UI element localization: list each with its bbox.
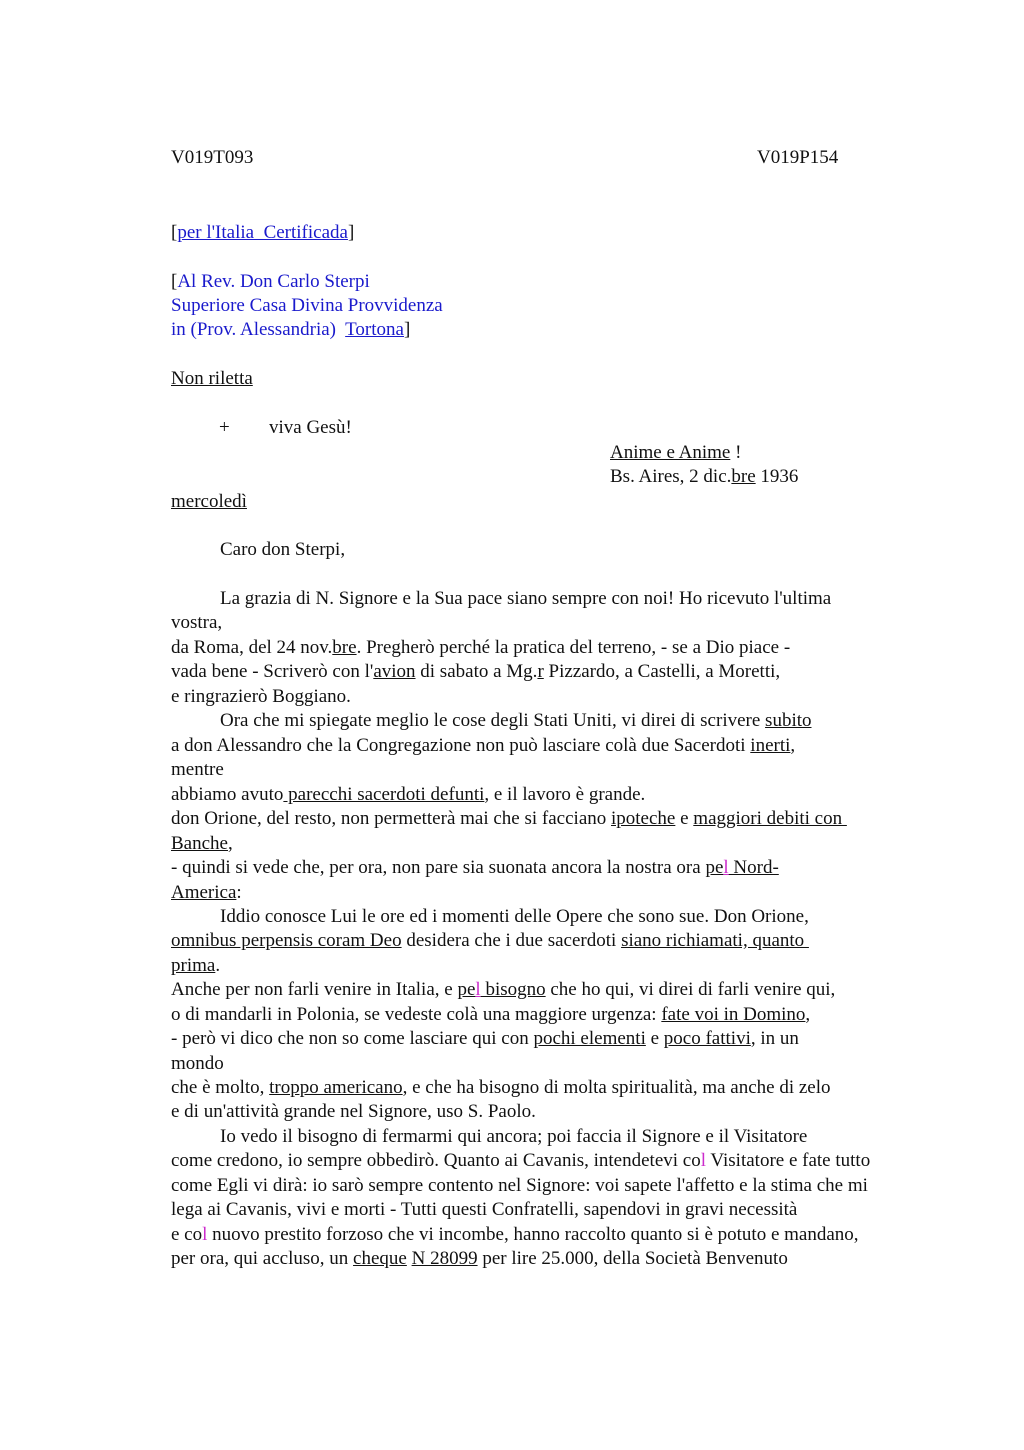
text-span: , e il lavoro è grande. xyxy=(484,784,646,805)
text-span: prima xyxy=(171,955,216,976)
text-span: e xyxy=(645,1028,664,1049)
body-line: mondo xyxy=(171,1053,224,1074)
body-line xyxy=(171,881,242,905)
text-span: . xyxy=(215,955,221,976)
text-span: cheque xyxy=(353,1248,407,1269)
body-line: Io vedo il bisogno di fermarmi qui ancora; poi faccia il Signore e il Visitatore xyxy=(220,1126,808,1147)
text-span: che ho qui, vi direi di farli venire qui, xyxy=(545,979,836,1000)
text-span: pochi elementi xyxy=(533,1028,646,1049)
document-code-left: V019T093 xyxy=(171,147,254,168)
text-span: , xyxy=(790,735,796,756)
text-span: bre xyxy=(332,637,357,658)
body-line xyxy=(171,954,220,978)
body-line: La grazia di N. Signore e la Sua pace siano sempre con noi! Ho ricevuto l'ultima xyxy=(220,588,832,609)
body-line xyxy=(171,807,847,831)
body-line xyxy=(171,856,779,880)
body-line: Iddio conosce Lui le ore ed i momenti delle Opere che sono sue. Don Orione, xyxy=(220,906,809,927)
text-span: America xyxy=(171,882,237,903)
text-span: Banche xyxy=(171,833,228,854)
text-span: troppo americano xyxy=(269,1077,403,1098)
text-span: e co xyxy=(171,1224,203,1245)
text-span: e xyxy=(675,808,694,829)
text-span: - però vi dico che non so come lasciare qui con xyxy=(171,1028,534,1049)
text-span: , e che ha bisogno di molta spiritualità, ma anche di zelo xyxy=(402,1077,831,1098)
text-span: di sabato a Mg. xyxy=(415,661,538,682)
date-place: Bs. Aires, 2 dic. xyxy=(610,466,732,487)
body-line xyxy=(171,1076,831,1100)
date-year: 1936 xyxy=(755,466,799,487)
text-span: don Orione, del resto, non permetterà mai che si facciano xyxy=(171,808,611,829)
body-line: e di un'attività grande nel Signore, uso S. Paolo. xyxy=(171,1101,536,1122)
text-span: da Roma, del 24 nov. xyxy=(171,637,333,658)
body-line: vostra, xyxy=(171,612,223,633)
text-span: desidera che i due sacerdoti xyxy=(401,930,622,951)
cross-mark: + xyxy=(219,417,230,438)
text-span: o di mandarli in Polonia, se vedeste colà una maggiore urgenza: xyxy=(171,1004,662,1025)
body-line xyxy=(171,660,780,684)
weekday: mercoledì xyxy=(171,491,247,512)
body-line: mentre xyxy=(171,759,224,780)
text-span: Nord- xyxy=(728,857,779,878)
text-span: l xyxy=(202,1224,208,1245)
motto-mark: ! xyxy=(730,442,742,463)
text-span: pe xyxy=(705,857,724,878)
body-line xyxy=(171,1003,810,1027)
text-span: parecchi sacerdoti defunti xyxy=(283,784,485,805)
text-span: pe xyxy=(457,979,476,1000)
text-span: omnibus perpensis coram Deo xyxy=(171,930,402,951)
body-line xyxy=(171,832,233,856)
invocation: viva Gesù! xyxy=(269,417,352,438)
text-span: bisogno xyxy=(480,979,546,1000)
address-line-1: [Al Rev. Don Carlo Sterpi xyxy=(171,271,370,292)
date-line xyxy=(610,465,798,489)
address-recipient: Al Rev. Don Carlo Sterpi xyxy=(177,271,370,292)
address-city: Tortona xyxy=(345,319,404,340)
body-line xyxy=(171,929,809,953)
body-line xyxy=(171,783,645,807)
document-code-right: V019P154 xyxy=(757,147,839,168)
text-span: che è molto, xyxy=(171,1077,270,1098)
address-line-3: in (Prov. Alessandria) Tortona] xyxy=(171,319,411,340)
text-span: avion xyxy=(373,661,416,682)
text-span: fate voi in Domino xyxy=(661,1004,806,1025)
text-span: come credono, io sempre obbedirò. Quanto ai Cavanis, intendetevi co xyxy=(171,1150,701,1171)
body-line xyxy=(171,978,835,1002)
text-span: , in un xyxy=(750,1028,799,1049)
text-span: poco fattivi xyxy=(663,1028,751,1049)
text-span: inerti xyxy=(750,735,791,756)
text-span: l xyxy=(700,1150,707,1171)
body-line: lega ai Cavanis, vivi e morti - Tutti questi Confratelli, sapendovi in gravi necessità xyxy=(171,1199,798,1220)
text-span: abbiamo avuto xyxy=(171,784,284,805)
text-span: , xyxy=(227,833,233,854)
address-province: in (Prov. Alessandria) xyxy=(171,319,346,340)
body-line xyxy=(171,1027,799,1051)
text-span: siano richiamati, quanto xyxy=(621,930,809,951)
text-span: per lire 25.000, della Società Benvenuto xyxy=(477,1248,788,1269)
text-span: - quindi si vede che, per ora, non pare sia suonata ancora la nostra ora xyxy=(171,857,706,878)
text-span: : xyxy=(236,882,242,903)
text-span: l xyxy=(723,857,729,878)
motto xyxy=(610,441,741,465)
text-span: maggiori debiti con xyxy=(693,808,847,829)
body-line xyxy=(171,636,790,660)
body-line xyxy=(171,734,795,758)
text-span: ipoteche xyxy=(611,808,676,829)
body-line: e ringrazierò Boggiano. xyxy=(171,686,351,707)
body-line xyxy=(171,1149,870,1173)
text-span: , xyxy=(805,1004,811,1025)
body-line xyxy=(171,1247,788,1271)
address-line-2: Superiore Casa Divina Provvidenza xyxy=(171,295,443,316)
text-span: nuovo prestito forzoso che vi incombe, hanno raccolto quanto si è potuto e mandano, xyxy=(207,1224,859,1245)
motto-text: Anime e Anime xyxy=(610,442,731,463)
body-line xyxy=(171,1223,859,1247)
text-span: Pizzardo, a Castelli, a Moretti, xyxy=(543,661,781,682)
text-span: r xyxy=(537,661,544,682)
text-span: Ora che mi spiegate meglio le cose degli Stati Uniti, vi direi di scrivere xyxy=(220,710,766,731)
certificada-text: per l'Italia Certificada xyxy=(177,222,348,243)
text-span: l xyxy=(475,979,481,1000)
text-span: per ora, qui accluso, un xyxy=(171,1248,354,1269)
body-line xyxy=(220,709,812,733)
body-line: come Egli vi dirà: io sarò sempre contento nel Signore: voi sapete l'affetto e la stima che mi xyxy=(171,1175,868,1196)
text-span: Visitatore e fate tutto xyxy=(706,1150,871,1171)
text-span: N 28099 xyxy=(411,1248,478,1269)
text-span: vada bene - Scriverò con l' xyxy=(171,661,374,682)
text-span: subito xyxy=(765,710,812,731)
certificada-line: [per l'Italia Certificada] xyxy=(171,222,355,243)
date-month-suffix: bre xyxy=(731,466,756,487)
text-span: Anche per non farli venire in Italia, e xyxy=(171,979,458,1000)
salutation: Caro don Sterpi, xyxy=(220,539,346,560)
not-reread-note: Non riletta xyxy=(171,368,253,389)
text-span: a don Alessandro che la Congregazione non può lasciare colà due Sacerdoti xyxy=(171,735,751,756)
text-span: . Pregherò perché la pratica del terreno, - se a Dio piace - xyxy=(356,637,791,658)
